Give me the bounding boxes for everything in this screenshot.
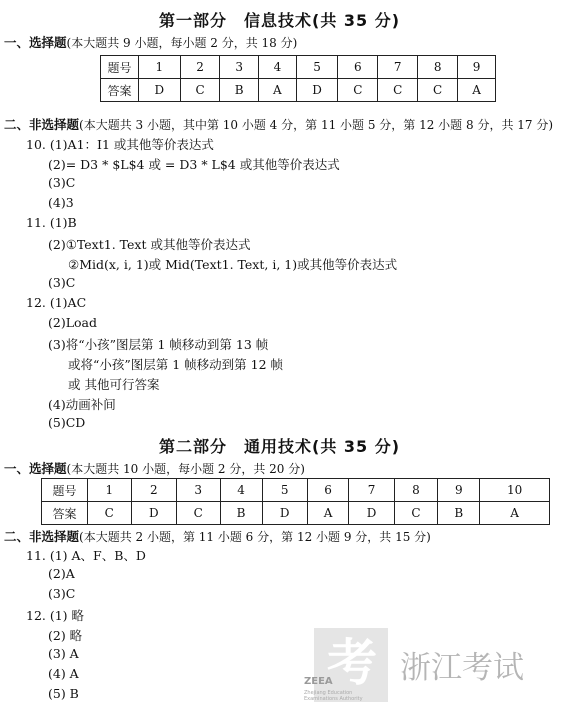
table-cell: 2 — [180, 56, 220, 79]
table-cell: C — [180, 79, 220, 102]
table-cell: 答案 — [101, 79, 139, 102]
part1-title: 第一部分 信息技术(共 35 分) — [159, 11, 401, 30]
answer-line: (5) B — [48, 686, 79, 701]
table-cell: B — [220, 79, 258, 102]
part1-mc-desc: (本大题共 9 小题，每小题 2 分，共 18 分) — [66, 36, 298, 50]
answer-line: (4)动画补间 — [48, 397, 116, 412]
answer-line: (4)3 — [48, 195, 74, 210]
table-row — [101, 56, 496, 79]
table-cell: 答案 — [42, 502, 88, 525]
part2-nmc-header — [4, 527, 431, 545]
table-cell: 1 — [88, 479, 132, 502]
table-cell: 8 — [418, 56, 458, 79]
table-cell: 9 — [438, 479, 480, 502]
table-cell: 题号 — [101, 56, 139, 79]
table-cell: D — [349, 502, 394, 525]
part2-title: 第二部分 通用技术(共 35 分) — [159, 437, 401, 456]
table-row — [42, 502, 550, 525]
table-cell: 2 — [131, 479, 176, 502]
table-cell: 题号 — [42, 479, 88, 502]
answer-line: (3)C — [48, 175, 76, 190]
table-cell: C — [338, 79, 378, 102]
answer-line: 或将“小孩”图层第 1 帧移动到第 12 帧 — [68, 357, 284, 372]
table-cell: 3 — [176, 479, 220, 502]
table-cell: 1 — [139, 56, 181, 79]
answer-line: (3) A — [48, 646, 79, 661]
answer-line: (2)Load — [48, 315, 97, 330]
answer-line: (2)A — [48, 566, 75, 581]
table-cell: B — [438, 502, 480, 525]
table-cell: D — [262, 502, 307, 525]
part2-answer-table — [41, 478, 550, 525]
table-cell: 9 — [458, 56, 496, 79]
table-cell: 10 — [480, 479, 550, 502]
answer-line: (2)①Text1. Text 或其他等价表达式 — [48, 237, 251, 252]
answer-line: (3)将“小孩”图层第 1 帧移动到第 13 帧 — [48, 337, 269, 352]
table-cell: A — [307, 502, 348, 525]
watermark-text: 浙江考试 — [400, 650, 524, 686]
table-cell: 7 — [349, 479, 394, 502]
table-cell: C — [88, 502, 132, 525]
watermark-logo-text: ZEEA — [304, 676, 333, 687]
table-cell: D — [139, 79, 181, 102]
answer-line: (3)C — [48, 275, 76, 290]
part2-mc-label: 一、选择题 — [4, 461, 67, 476]
part2-nmc-desc: (本大题共 2 小题，第 11 小题 6 分，第 12 小题 9 分，共 15 分) — [79, 530, 431, 544]
table-cell: 5 — [296, 56, 338, 79]
answer-line: (2) 略 — [48, 628, 83, 643]
table-cell: C — [176, 502, 220, 525]
table-row — [42, 479, 550, 502]
table-cell: 7 — [378, 56, 418, 79]
answer-line: 10. (1)A1：I1 或其他等价表达式 — [26, 137, 214, 152]
table-row — [101, 79, 496, 102]
answer-line: 12. (1)AC — [26, 295, 87, 310]
table-cell: A — [258, 79, 296, 102]
table-cell: A — [458, 79, 496, 102]
table-cell: A — [480, 502, 550, 525]
watermark-small-line1: Zhejiang Education — [304, 690, 353, 696]
table-cell: D — [131, 502, 176, 525]
table-cell: C — [378, 79, 418, 102]
part1-answer-table — [100, 55, 496, 102]
answer-line: 或 其他可行答案 — [68, 377, 160, 392]
part1-nmc-desc: (本大题共 3 小题，其中第 10 小题 4 分，第 11 小题 5 分，第 12 小题 8 分，共 17 分) — [79, 118, 554, 132]
answer-line: ②Mid(x, i, 1)或 Mid(Text1. Text, i, 1)或其他等价表达式 — [68, 257, 398, 272]
watermark-glyph: 考 — [327, 634, 377, 692]
table-cell: 6 — [338, 56, 378, 79]
answer-line: (2)= D3 * $L$4 或 = D3 * L$4 或其他等价表达式 — [48, 157, 340, 172]
table-cell: B — [220, 502, 262, 525]
watermark — [300, 622, 562, 708]
answer-line: (5)CD — [48, 415, 86, 430]
zeea-logo-icon — [300, 622, 562, 708]
table-cell: 5 — [262, 479, 307, 502]
watermark-small-line2: Examinations Authority — [304, 696, 363, 702]
table-cell: 4 — [258, 56, 296, 79]
table-cell: 8 — [394, 479, 438, 502]
answer-line: 11. (1)B — [26, 215, 77, 230]
answer-line: 12. (1) 略 — [26, 608, 85, 623]
part1-nmc-header — [4, 115, 553, 133]
table-cell: 4 — [220, 479, 262, 502]
table-cell: C — [418, 79, 458, 102]
part1-mc-label: 一、选择题 — [4, 35, 67, 50]
answer-line: (3)C — [48, 586, 76, 601]
table-cell: 6 — [307, 479, 348, 502]
part1-mc-header — [4, 33, 297, 51]
part2-mc-header — [4, 459, 305, 477]
table-cell: D — [296, 79, 338, 102]
part2-nmc-label: 二、非选择题 — [4, 529, 80, 544]
answer-line: (4) A — [48, 666, 79, 681]
answer-line: 11. (1) A、F、B、D — [26, 548, 146, 563]
part1-nmc-label: 二、非选择题 — [4, 117, 80, 132]
table-cell: C — [394, 502, 438, 525]
table-cell: 3 — [220, 56, 258, 79]
part2-mc-desc: (本大题共 10 小题，每小题 2 分，共 20 分) — [66, 462, 305, 476]
